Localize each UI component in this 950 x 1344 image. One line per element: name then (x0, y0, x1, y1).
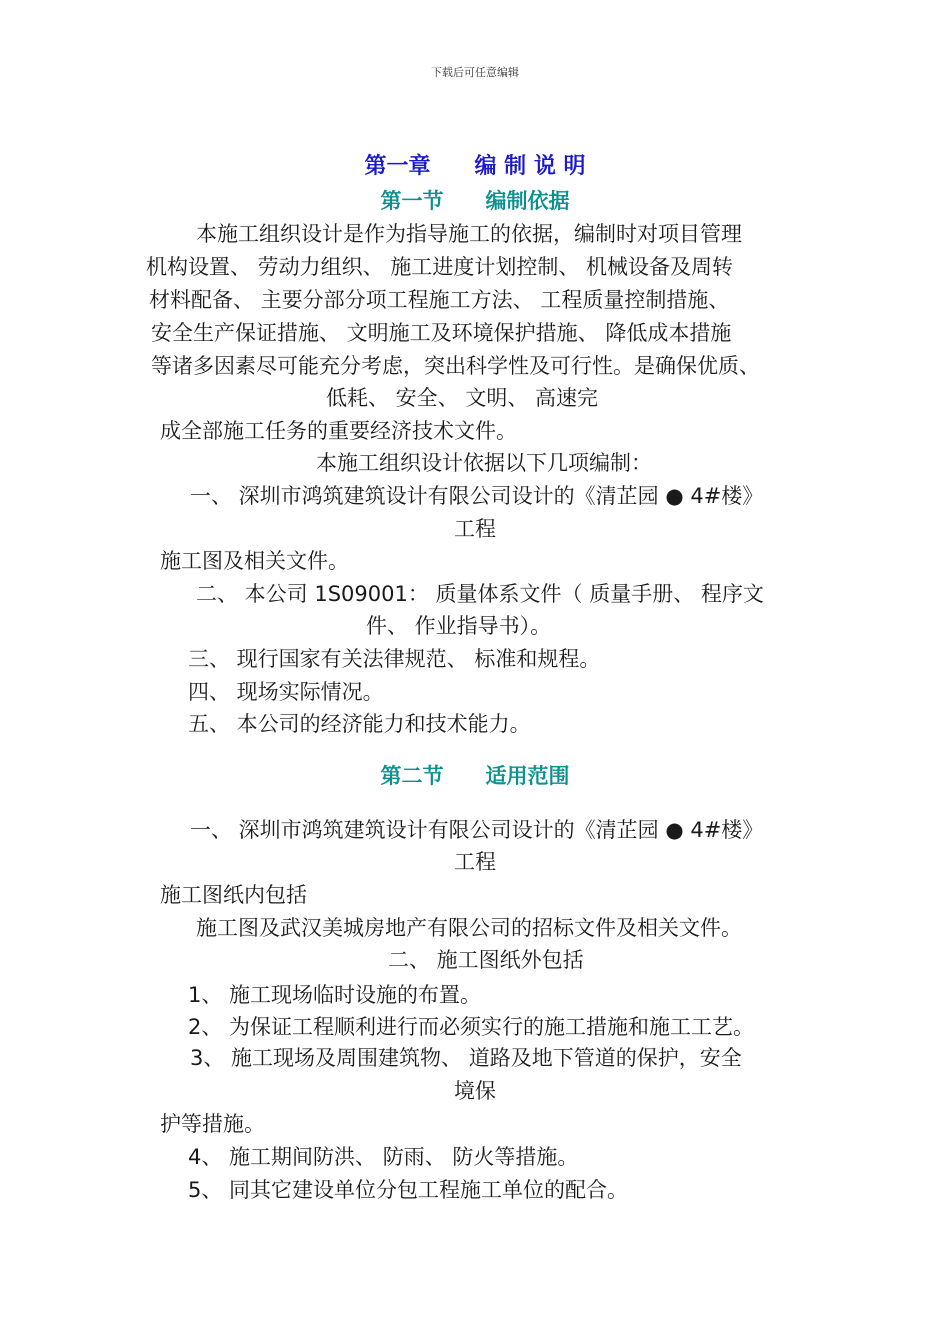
paragraph-line: 本施工组织设计依据以下几项编制： (316, 451, 652, 475)
list-item: 五、 本公司的经济能力和技术能力。 (188, 712, 531, 736)
paragraph-line: 材料配备、 主要分部分项工程施工方法、 工程质量控制措施、 (149, 288, 730, 312)
numbered-item: 4、 施工期间防洪、 防雨、 防火等措施。 (188, 1145, 579, 1169)
numbered-item: 5、 同其它建设单位分包工程施工单位的配合。 (188, 1178, 629, 1202)
list-item-continuation: 工程 (454, 517, 496, 541)
list-item-continuation: 施工图及相关文件。 (160, 549, 349, 573)
list-item-continuation: 施工图及武汉美城房地产有限公司的招标文件及相关文件。 (196, 916, 742, 940)
section-1-title: 第一节 编制依据 (380, 189, 570, 213)
list-item-continuation: 施工图纸内包括 (160, 883, 307, 907)
paragraph-line: 等诸多因素尽可能充分考虑，突出科学性及可行性。是确保优质、 (151, 354, 760, 378)
list-item: 一、 深圳市鸿筑建筑设计有限公司设计的《清芷园 ● 4#楼》 (190, 484, 764, 508)
paragraph-line: 本施工组织设计是作为指导施工的依据，编制时对项目管理 (196, 222, 742, 246)
numbered-item-continuation: 护等措施。 (160, 1112, 265, 1136)
paragraph-line: 机构设置、 劳动力组织、 施工进度计划控制、 机械设备及周转 (146, 255, 734, 279)
numbered-item-continuation: 境保 (454, 1079, 496, 1103)
list-item-continuation: 工程 (454, 850, 496, 874)
list-item: 二、 施工图纸外包括 (388, 948, 584, 972)
numbered-item: 2、 为保证工程顺利进行而必须实行的施工措施和施工工艺。 (188, 1015, 755, 1039)
chapter-title: 第一章 编 制 说 明 (364, 154, 586, 179)
list-item: 三、 现行国家有关法律规范、 标准和规程。 (188, 647, 601, 671)
numbered-item: 1、 施工现场临时设施的布置。 (188, 983, 482, 1007)
paragraph-line: 安全生产保证措施、 文明施工及环境保护措施、 降低成本措施 (151, 321, 732, 345)
watermark-text: 下载后可任意编辑 (431, 66, 519, 79)
list-item-continuation: 件、 作业指导书）。 (366, 614, 552, 638)
list-item: 一、 深圳市鸿筑建筑设计有限公司设计的《清芷园 ● 4#楼》 (190, 818, 764, 842)
list-item: 二、 本公司 1S09001： 质量体系文件（ 质量手册、 程序文 (196, 582, 764, 606)
section-2-title: 第二节 适用范围 (380, 764, 570, 788)
paragraph-line: 成全部施工任务的重要经济技术文件。 (160, 419, 517, 443)
paragraph-line: 低耗、 安全、 文明、 高速完 (326, 386, 599, 410)
list-item: 四、 现场实际情况。 (188, 680, 384, 704)
numbered-item: 3、 施工现场及周围建筑物、 道路及地下管道的保护，安全 (190, 1046, 742, 1070)
